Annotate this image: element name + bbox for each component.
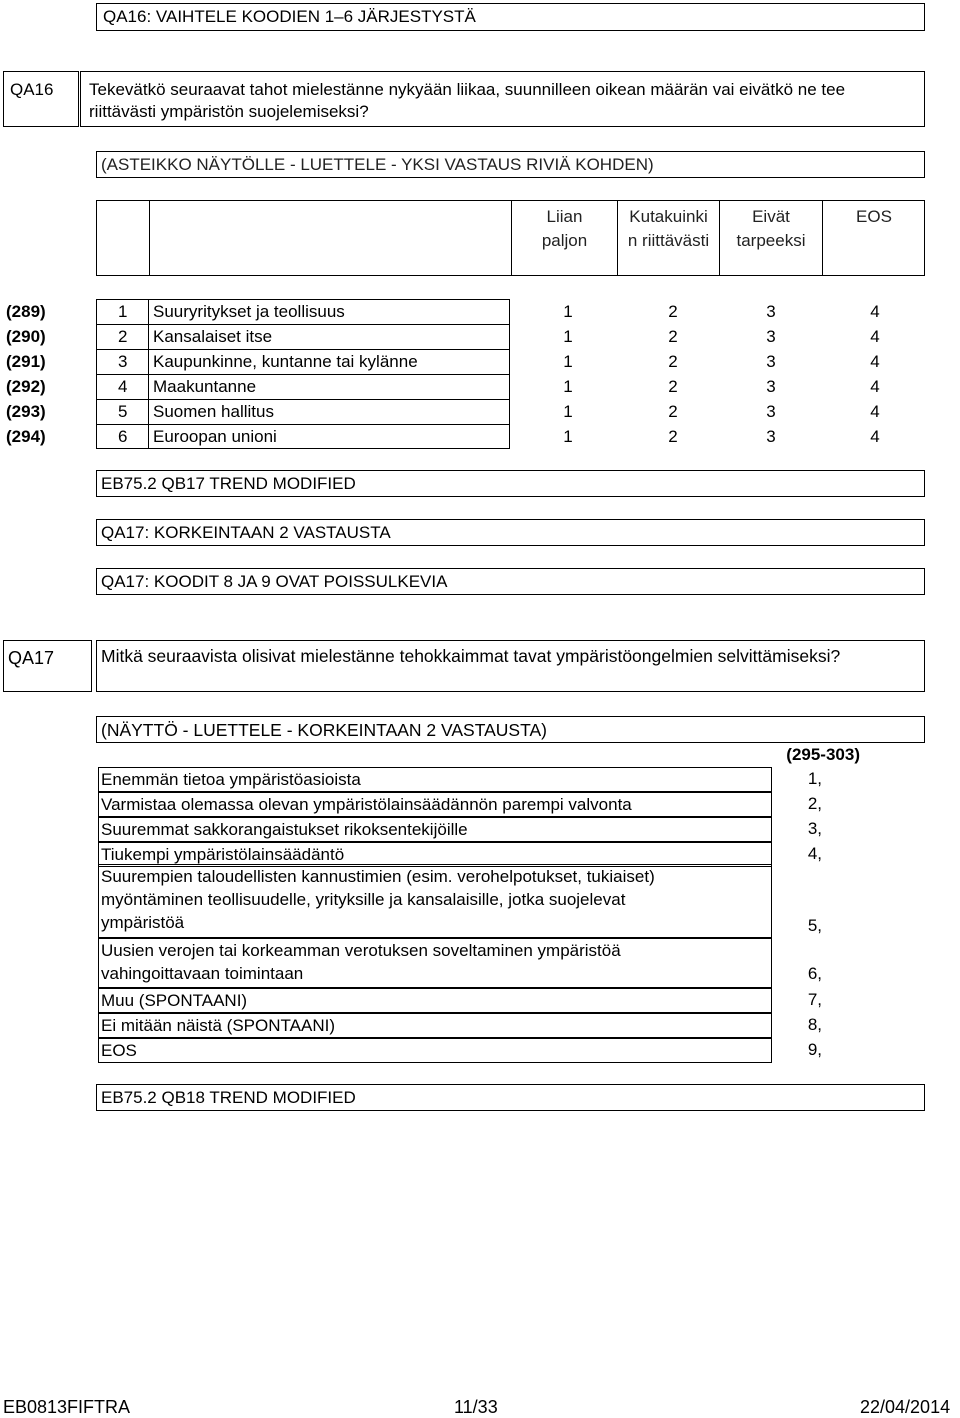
variable-code: (294)	[6, 427, 46, 446]
code-liian-paljon: 1	[563, 377, 573, 396]
code-eivat-tarpeeksi: 3	[766, 427, 776, 446]
row-number: 3	[118, 352, 128, 371]
answer-option-3: Suuremmat sakkorangaistukset rikoksentekijöille	[98, 817, 772, 842]
answer-option-5: Suurempien taloudellisten kannustimien (esim. verohelpotukset, tukiaiset) myöntäminen teollisuudelle, yrityksille ja kansalaisille, jotka suojelevat ympäristöä	[98, 864, 772, 938]
code-kutakuinkin: 2	[668, 302, 678, 321]
code-kutakuinkin: 2	[668, 402, 678, 421]
note-eb-qb17: EB75.2 QB17 TREND MODIFIED	[96, 470, 925, 497]
footer-page-number: 11/33	[454, 1397, 498, 1417]
code-eivat-tarpeeksi: 3	[766, 302, 776, 321]
answer-option-4: Tiukempi ympäristölainsäädäntö	[98, 842, 772, 867]
code-eos: 4	[870, 402, 880, 421]
answer-code-4: 4,	[807, 844, 822, 863]
footer-document-id: EB0813FIFTRA	[3, 1397, 131, 1417]
answer-code-3: 3,	[807, 819, 822, 838]
variable-code: (291)	[6, 352, 46, 371]
answer-code-1: 1,	[807, 769, 822, 788]
code-kutakuinkin: 2	[668, 352, 678, 371]
variable-code: (290)	[6, 327, 46, 346]
column-header-liian-paljon: Liian paljon	[541, 207, 588, 250]
row-label: Kaupunkinne, kuntanne tai kylänne	[153, 352, 418, 371]
answer-option-7: Muu (SPONTAANI)	[98, 988, 772, 1013]
row-label: Kansalaiset itse	[153, 327, 273, 346]
row-number: 2	[118, 327, 128, 346]
answer-option-1: Enemmän tietoa ympäristöasioista	[98, 767, 772, 792]
section-header-qa16: QA16: VAIHTELE KOODIEN 1–6 JÄRJESTYSTÄ	[96, 3, 925, 31]
answer-code-2: 2,	[807, 794, 822, 813]
variable-code: (293)	[6, 402, 46, 421]
code-liian-paljon: 1	[563, 352, 573, 371]
answer-code-6: 6,	[807, 964, 822, 983]
answer-code-7: 7,	[807, 990, 822, 1009]
code-kutakuinkin: 2	[668, 427, 678, 446]
footer-date: 22/04/2014	[860, 1397, 951, 1417]
answer-option-8: Ei mitään näistä (SPONTAANI)	[98, 1013, 772, 1038]
code-liian-paljon: 1	[563, 302, 573, 321]
row-number: 1	[118, 302, 128, 321]
row-number: 5	[118, 402, 128, 421]
note-qa17-exclusive: QA17: KOODIT 8 JA 9 OVAT POISSULKEVIA	[96, 568, 925, 595]
code-eivat-tarpeeksi: 3	[766, 352, 776, 371]
row-label: Suuryritykset ja teollisuus	[153, 302, 345, 321]
answer-option-2: Varmistaa olemassa olevan ympäristölainsäädännön parempi valvonta	[98, 792, 772, 817]
question-code-qa16: QA16	[3, 71, 79, 127]
column-header-eos: EOS	[856, 207, 892, 226]
note-qa17-max: QA17: KORKEINTAAN 2 VASTAUSTA	[96, 519, 925, 546]
instruction-qa17: (NÄYTTÖ - LUETTELE - KORKEINTAAN 2 VASTAUSTA)	[96, 716, 925, 743]
question-text-qa17: Mitkä seuraavista olisivat mielestänne tehokkaimmat tavat ympäristöongelmien selvittämiseksi?	[96, 640, 925, 692]
code-eos: 4	[870, 327, 880, 346]
variable-code: (292)	[6, 377, 46, 396]
scale-header	[96, 200, 925, 276]
row-label: Suomen hallitus	[153, 402, 274, 421]
code-kutakuinkin: 2	[668, 327, 678, 346]
column-header-kutakuinkin: Kutakuinki n riittävästi	[627, 207, 710, 250]
row-number: 6	[118, 427, 128, 446]
answer-code-5: 5,	[807, 916, 822, 935]
code-eivat-tarpeeksi: 3	[766, 402, 776, 421]
answer-code-9: 9,	[807, 1040, 822, 1059]
qa16-items-table	[0, 299, 960, 449]
code-eivat-tarpeeksi: 3	[766, 327, 776, 346]
instruction-qa16: (ASTEIKKO NÄYTÖLLE - LUETTELE - YKSI VASTAUS RIVIÄ KOHDEN)	[96, 151, 925, 178]
variable-range: (295-303)	[786, 745, 860, 764]
code-liian-paljon: 1	[563, 402, 573, 421]
note-eb-qb18: EB75.2 QB18 TREND MODIFIED	[96, 1084, 925, 1111]
code-kutakuinkin: 2	[668, 377, 678, 396]
code-eos: 4	[870, 302, 880, 321]
row-number: 4	[118, 377, 128, 396]
answer-option-6: Uusien verojen tai korkeamman verotuksen soveltaminen ympäristöä vahingoittavaan toimintaan	[98, 938, 772, 988]
code-eivat-tarpeeksi: 3	[766, 377, 776, 396]
row-label: Maakuntanne	[153, 377, 257, 396]
answer-code-8: 8,	[807, 1015, 822, 1034]
answer-option-9: EOS	[98, 1038, 772, 1063]
code-liian-paljon: 1	[563, 327, 573, 346]
variable-code: (289)	[6, 302, 46, 321]
code-eos: 4	[870, 377, 880, 396]
question-code-qa17: QA17	[3, 640, 92, 692]
code-liian-paljon: 1	[563, 427, 573, 446]
code-eos: 4	[870, 352, 880, 371]
question-text-qa16: Tekevätkö seuraavat tahot mielestänne nykyään liikaa, suunnilleen oikean määrän vai eivätkö ne tee riittävästi ympäristön suojelemiseksi?	[80, 71, 925, 127]
row-label: Euroopan unioni	[153, 427, 277, 446]
column-header-eivat-tarpeeksi: Eivät tarpeeksi	[736, 207, 806, 250]
code-eos: 4	[870, 427, 880, 446]
